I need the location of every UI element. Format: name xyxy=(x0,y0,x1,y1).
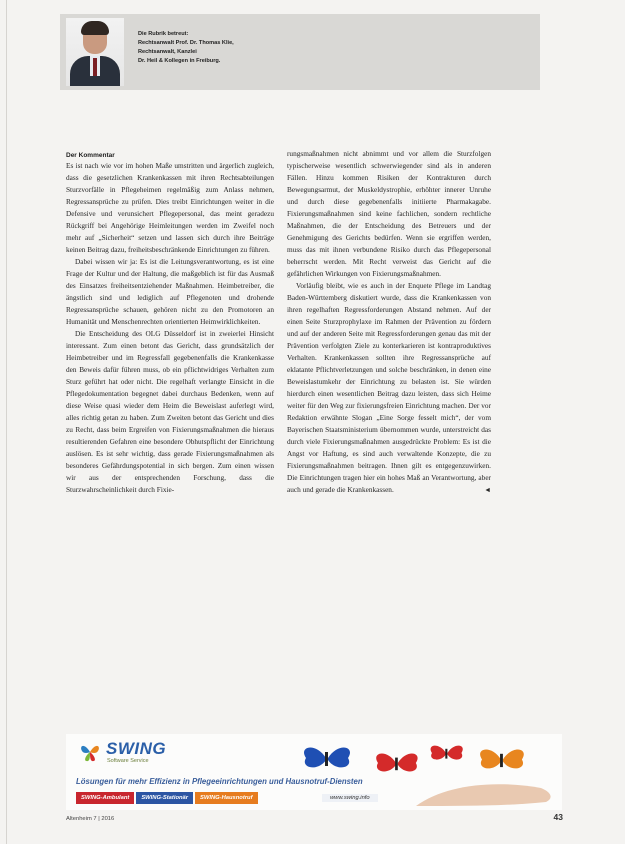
bio-line: Rechtsanwalt, Kanzlei xyxy=(138,49,197,55)
paragraph xyxy=(287,280,491,496)
ad-subbrand: Software Service xyxy=(107,758,149,764)
ad-product-tags xyxy=(76,792,260,804)
ad-tag-ambulant[interactable]: SWING-Ambulant xyxy=(76,792,134,804)
author-header xyxy=(60,14,540,90)
ad-url-link[interactable]: www.swing.info xyxy=(322,794,378,802)
ad-tag-stationaer[interactable]: SWING-Stationär xyxy=(136,792,193,804)
butterfly-blue-icon xyxy=(304,747,350,767)
paragraph: rungsmaßnahmen nicht abnimmt und vor allem die Sturzfolgen typischerweise wesentlich schwerwiegender sind als in anderen Fällen. Hinzu kommen Risiken der Kontrakturen durch Bewegungsarmut, der Muskeldystrophie, erhöhter innerer Unruhe und durch diese gegebenenfalls initiierte Pharmakagabe. Fixierungsmaßnahmen sind keine fachlichen, sondern rechtliche Maßnahmen, die der Entscheidung des Betreuers und der Genehmigung des Gerichts bedürfen. Wenn sie ergriffen werden, muss das mit ihnen verbundene Risiko durch das Pflegepersonal beherrscht werden. Mit Recht verweist das Gericht auf die gefährlichen Wirkungen von Fixierungsmaßnahmen. xyxy=(287,149,491,278)
article-title: Der Kommentar xyxy=(66,152,115,159)
author-photo xyxy=(66,18,124,86)
article-column-right xyxy=(287,148,491,496)
butterfly-orange-icon xyxy=(480,749,524,768)
butterfly-red-icon xyxy=(376,754,417,772)
swing-logo-icon xyxy=(78,740,102,764)
bio-line: Rechtsanwalt Prof. Dr. Thomas Klie, xyxy=(138,40,234,46)
paragraph: Dabei wissen wir ja: Es ist die Leitungsverantwortung, es ist eine Frage der Kultur und der Haltung, die maßgeblich ist für das Ausmaß des Einsatzes freiheitsentziehender Maßnahmen. Heimbetreiber, die ängstlich sind und lediglich auf Pflegenoten und drohende Regressansprüche schauen, gehören nicht zu den Promotoren an Humanität und Menschenrechten orientierten Heimwirklichkeiten. xyxy=(66,257,274,326)
page-number: 43 xyxy=(553,812,563,822)
swing-advertisement[interactable] xyxy=(66,734,562,810)
bio-line: Dr. Heil & Kollegen in Freiburg. xyxy=(138,58,221,64)
bio-line: Die Rubrik betreut: xyxy=(138,31,189,37)
magazine-issue: Altenheim 7 | 2016 xyxy=(66,816,115,822)
hands-icon xyxy=(416,784,551,806)
paragraph-text: Vorläufig bleibt, wie es auch in der Enquete Pflege im Landtag Baden-Württemberg diskutiert wurde, dass die Krankenkassen von ihren regelhaften Regressforderungen Abstand nehmen. Auf der einen Seite Sturzprophylaxe im Rahmen der Prävention zu fördern und auf der anderen Seite mit Regressforderungen genau das mit der Prävention verfolgten Ziele zu konterkarieren ist kontraproduktives Verhalten. Krankenkassen sollten ihre Regressansprüche auf eklatante Pflichtverletzungen und solche beschränken, in denen eine Beweislastumkehr der Einrichtung zu belasten ist. Sie würden hierdurch einen wesentlichen Beitrag dazu leisten, dass sich Heime weiter für den Weg zur fixierungsfreien Einrichtung machen. Der vor Redaktion erwähnte Slogan „Eine Sorge fesselt mich“, der vom Bayerischen Staatsministerium übernommen wurde, unterstreicht das durch viele Fixierungsmaßnahmen ausgedrückte Problem: Es ist die Angst vor Haftung, es sind auch verwaltende Konzepte, die zu Fixierungsmaßnahmen beitragen. Ihnen gilt es entgegenzuwirken. Die Einrichtungen tragen hier ein hohes Maß an Verantwortung, aber auch und gerade die Krankenkassen. xyxy=(287,281,491,494)
paragraph: Die Entscheidung des OLG Düsseldorf ist in zweierlei Hinsicht interessant. Zum einen betont das Gericht, dass grundsätzlich der Heimbetreiber und im Regressfall gegebenenfalls die Krankenkasse den Beweis dafür führen muss, ob ein pflichtwidriges Verhalten zum Sturz geführt hat oder nicht. Die regelhaft verlangte Einsicht in die Pflegedokumentation begegnet dabei durchaus Bedenken, wenn auf diese Weise quasi wieder dem Heim die Beweislast auferlegt wird, alles richtig getan zu haben. Zum Zweiten betont das Gericht und dies zu Recht, dass beim Ergreifen von Fixierungsmaßnahmen die hieraus resultierenden Gefahren eine besondere Obhutspflicht der Einrichtung auslösen. Es ist sehr wichtig, dass gerade Fixierungsmaßnahmen als besonderes Gefährdungspotential in sich bergen. Zum einen wissen wir aus der entsprechenden Forschung, dass die Sturzwahrscheinlichkeit durch Fixie- xyxy=(66,329,274,494)
ad-brand: SWING xyxy=(106,739,167,758)
ad-slogan: Lösungen für mehr Effizienz in Pflegeeinrichtungen und Hausnotruf-Diensten xyxy=(76,777,363,786)
article-column-left xyxy=(66,160,274,496)
page-edge xyxy=(6,0,7,844)
end-mark: ◄ xyxy=(484,486,491,494)
paragraph: Es ist nach wie vor im hohen Maße umstritten und ärgerlich zugleich, dass die gesetzlichen Krankenkassen mit ihren Rechtsabteilungen Sturzvorfälle in Pflegeheimen regelmäßig zum Anlass nehmen, Regressansprüche zu prüfen. Dies treibt Einrichtungen weiter in die Defensive und verunsichert Pflegepersonal, das meint geradezu Rückgriff bei Angehörige Heimleitungen werden im Zweifel noch mehr auf „Sicherheit“ setzen und lassen sich durch ihre Beiträge keinen Beitrag dazu, freiheitsbeschränkende Einrichtungen zu führen. xyxy=(66,161,274,254)
ad-artwork xyxy=(296,736,556,806)
author-bio xyxy=(138,30,234,66)
ad-tag-hausnotruf[interactable]: SWING-Hausnotruf xyxy=(195,792,258,804)
butterfly-red-small-icon xyxy=(431,746,463,760)
